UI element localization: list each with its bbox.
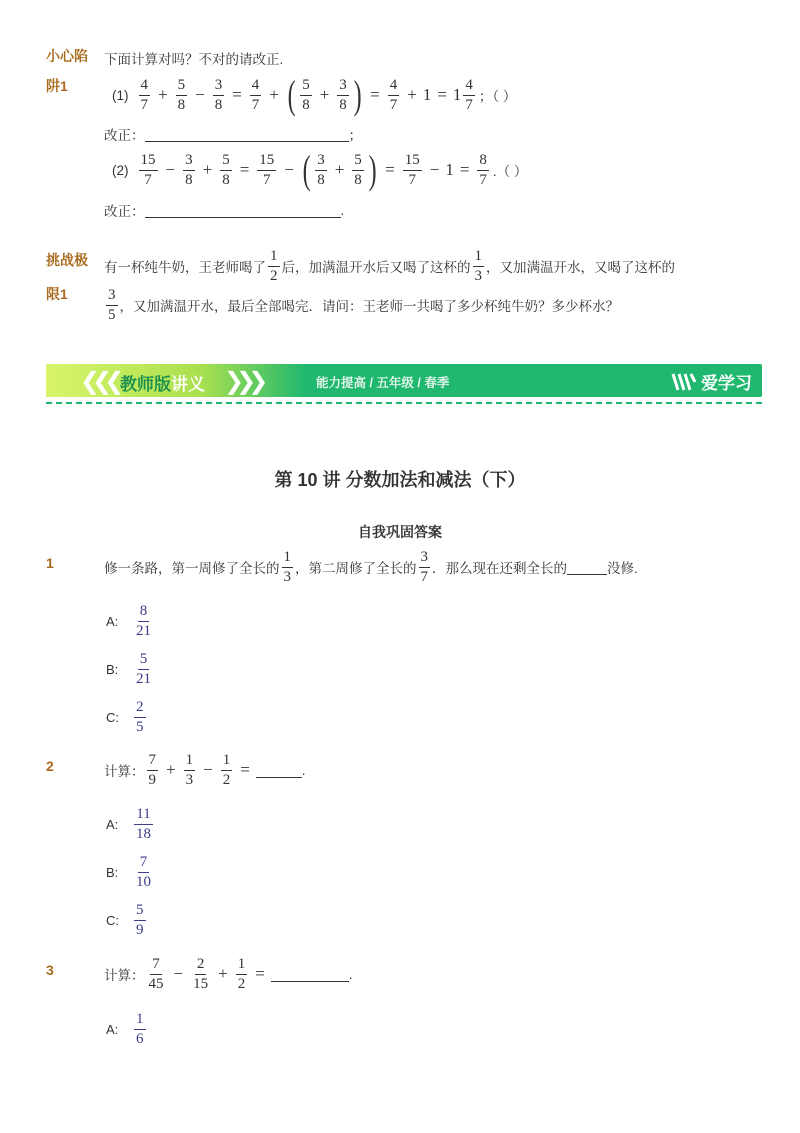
answer-blank[interactable] <box>256 763 302 778</box>
question-number: 1 <box>46 555 54 571</box>
fraction: $\frac{5}{8}$ <box>354 151 362 188</box>
option-c[interactable]: C: $\frac{5}{9}$ <box>106 902 144 938</box>
fraction: $\frac{4}{7}$ <box>251 76 260 113</box>
problem-b-line2: $\frac{3}{5}$ ，又加满温开水，最后全部喝完．请问：王老师一共喝了多少杯纯牛奶？多少杯水？ <box>108 286 619 323</box>
fraction: $\frac{2}{5}$ <box>136 699 144 735</box>
lecture-title: 第 10 讲 分数加法和减法（下） <box>274 470 526 490</box>
question-1-stem: 修一条路，第一周修了全长的 $\frac{1}{3}$ ，第二周修了全长的 $\frac{3}{7}$ ．那么现在还剩全长的 没修. <box>104 548 638 585</box>
problem-a-prompt: 下面计算对吗？不对的请改正. <box>104 52 284 67</box>
problem-b-line1: 有一杯纯牛奶，王老师喝了 $\frac{1}{2}$ 后，加满温开水后又喝了这杯的 $\frac{1}{3}$ ，又加满温开水，又喝了这杯的 <box>104 247 675 284</box>
fraction: $\frac{3}{8}$ <box>317 151 325 188</box>
question-3-stem: 计算： $\frac{7}{45}$ − $\frac{2}{15}$ + $\frac{1}{2}$ = . <box>104 955 353 992</box>
fraction: $\frac{4}{7}$ <box>465 76 473 113</box>
fraction: $\frac{7}{45}$ <box>148 955 164 992</box>
fraction: $\frac{2}{15}$ <box>193 955 209 992</box>
option-a[interactable]: A: $\frac{1}{6}$ <box>106 1011 144 1047</box>
divider <box>46 402 762 404</box>
fraction: $\frac{3}{8}$ <box>339 76 347 113</box>
banner-title: 教师版讲义 <box>120 375 205 394</box>
fraction: $\frac{5}{9}$ <box>136 902 144 938</box>
fraction: $\frac{1}{3}$ <box>185 751 194 788</box>
problem-a-part2: (2) $\frac{15}{7}$ − $\frac{3}{8}$ + $\frac{5}{8}$ = $\frac{15}{7}$ − ( $\frac{3}{8}$ + $\frac{5}{8}$ ) = $\frac{15}{7}$ − 1 = $\frac{8}{7}$ .（ ） <box>112 147 528 192</box>
fraction: $\frac{3}{5}$ <box>108 286 116 323</box>
fraction: $\frac{3}{8}$ <box>214 76 223 113</box>
option-b[interactable]: B: $\frac{5}{21}$ <box>106 651 151 687</box>
fraction: $\frac{1}{2}$ <box>237 955 246 992</box>
fraction: $\frac{1}{2}$ <box>222 751 231 788</box>
option-b[interactable]: B: $\frac{7}{10}$ <box>106 854 151 890</box>
fraction: $\frac{5}{8}$ <box>222 151 230 188</box>
fix-line-1: 改正： ； <box>104 128 362 143</box>
answer-blank[interactable] <box>567 560 607 575</box>
fraction: $\frac{5}{21}$ <box>136 651 151 687</box>
question-number: 3 <box>46 962 54 978</box>
fraction: $\frac{15}{7}$ <box>259 151 275 188</box>
fraction: $\frac{8}{21}$ <box>136 603 151 639</box>
banner-breadcrumb: 能力提高 / 五年级 / 春季 <box>316 376 450 390</box>
fraction: $\frac{5}{8}$ <box>177 76 186 113</box>
fraction: $\frac{1}{2}$ <box>270 247 278 284</box>
fraction: $\frac{5}{8}$ <box>302 76 310 113</box>
fix-line-2: 改正： . <box>104 202 345 219</box>
option-a[interactable]: A: $\frac{11}{18}$ <box>106 806 151 842</box>
answer-blank[interactable] <box>271 967 349 982</box>
fraction: $\frac{4}{7}$ <box>140 76 148 113</box>
option-c[interactable]: C: $\frac{2}{5}$ <box>106 699 144 735</box>
problem-a-part1: (1) $\frac{4}{7}$ + $\frac{5}{8}$ − $\frac{3}{8}$ = $\frac{4}{7}$ + ( $\frac{5}{8}$ + $\frac{3}{8}$ ) = $\frac{4}{7}$ + 1 = 1 $\frac{4}{7}$ ；（ ） <box>112 72 517 117</box>
brand-mark-icon <box>671 372 697 392</box>
question-2-stem: 计算： $\frac{7}{9}$ + $\frac{1}{3}$ − $\frac{1}{2}$ = . <box>104 751 306 788</box>
answer-blank[interactable] <box>145 203 341 218</box>
lecture-banner <box>46 364 762 397</box>
section-tag-challenge: 挑战极 限1 <box>46 252 88 302</box>
chevrons-left-icon: ❮❮❮ <box>80 368 117 395</box>
fraction: $\frac{1}{3}$ <box>283 548 291 585</box>
section-title: 自我巩固答案 <box>358 524 442 540</box>
fraction: $\frac{3}{8}$ <box>185 151 193 188</box>
question-number: 2 <box>46 758 54 774</box>
fraction: $\frac{15}{7}$ <box>404 151 420 188</box>
fraction: $\frac{15}{7}$ <box>140 151 156 188</box>
fraction: $\frac{4}{7}$ <box>389 76 398 113</box>
answer-blank[interactable] <box>145 127 349 142</box>
section-tag-trap: 小心陷 阱1 <box>46 48 88 94</box>
fraction: $\frac{1}{6}$ <box>136 1011 144 1047</box>
chevrons-right-icon: ❯❯❯ <box>224 368 261 395</box>
fraction: $\frac{8}{7}$ <box>479 151 487 188</box>
fraction: $\frac{7}{10}$ <box>136 854 151 890</box>
fraction: $\frac{7}{9}$ <box>148 751 156 788</box>
fraction: $\frac{11}{18}$ <box>136 806 151 842</box>
fraction: $\frac{1}{3}$ <box>474 247 482 284</box>
option-a[interactable]: A: $\frac{8}{21}$ <box>106 603 151 639</box>
fraction: $\frac{3}{7}$ <box>420 548 428 585</box>
brand-logo: 爱学习 <box>671 369 752 394</box>
